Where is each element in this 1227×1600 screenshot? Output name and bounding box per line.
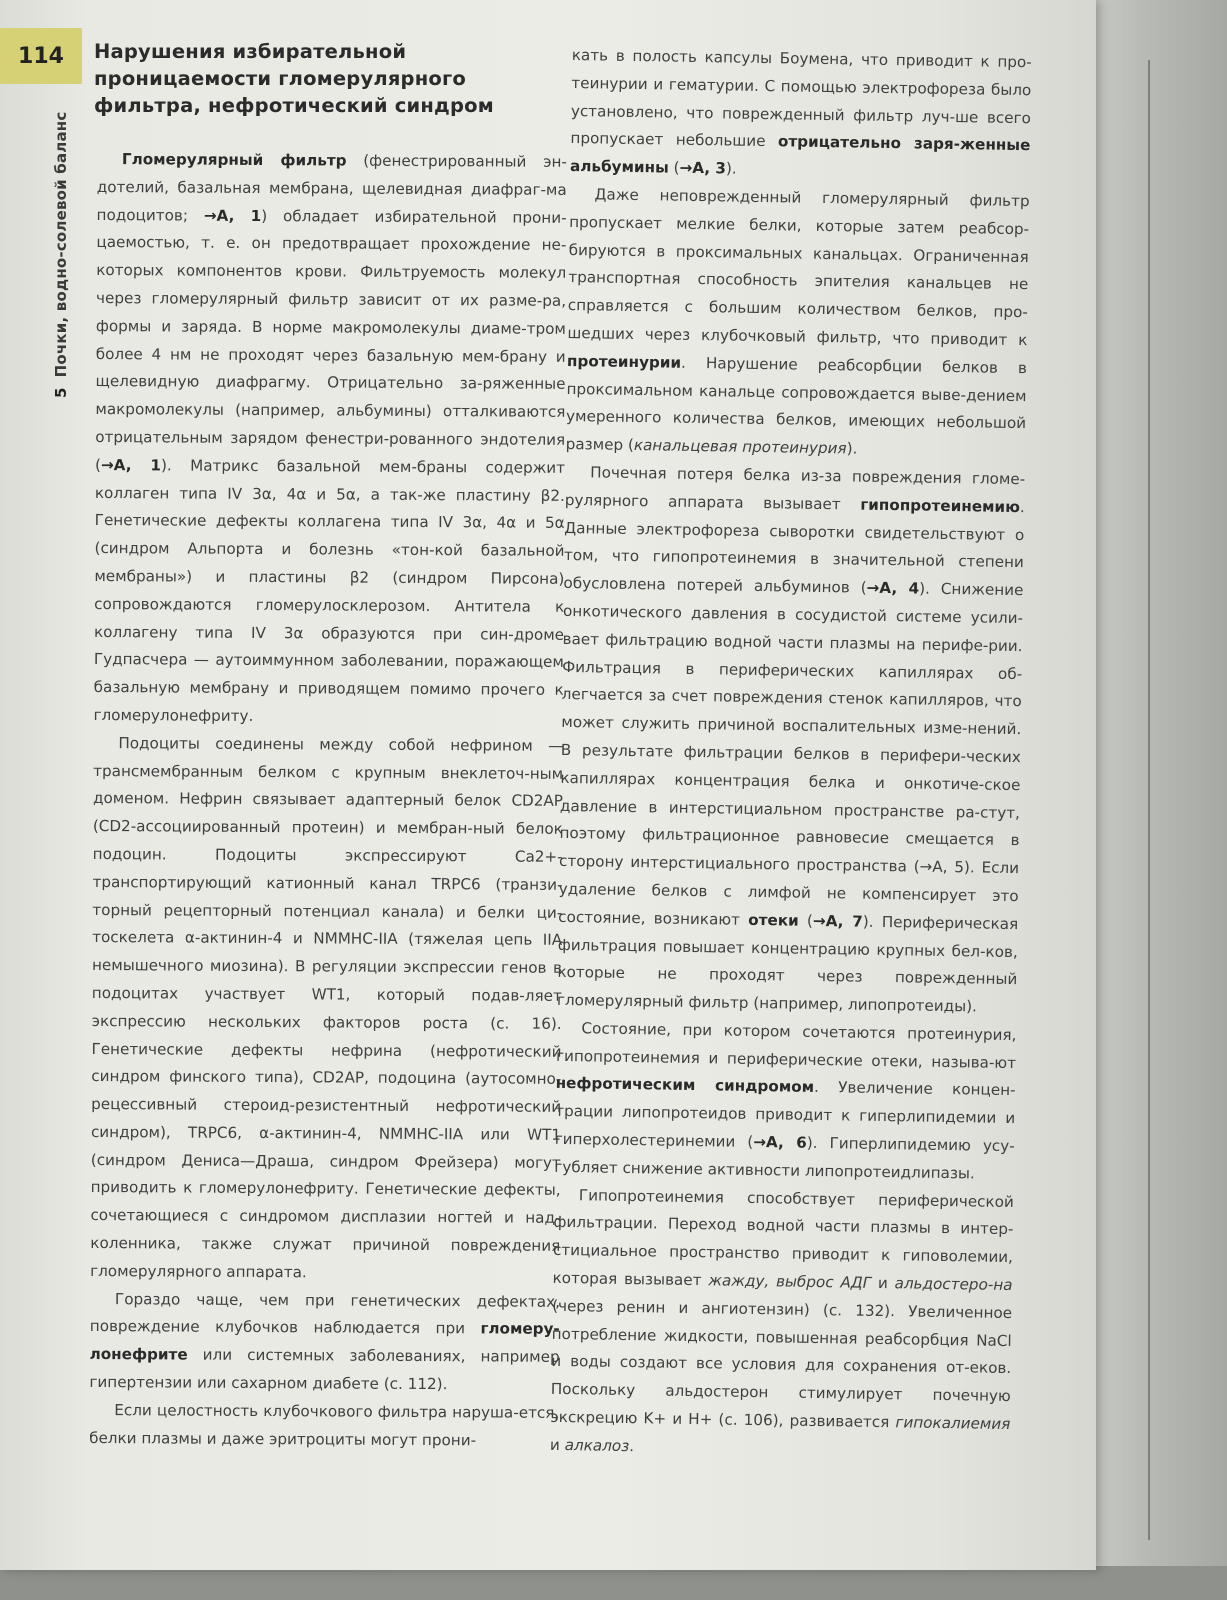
chapter-label: [52, 112, 70, 398]
text-run: и: [549, 1435, 565, 1454]
figure-reference: →A, 7: [812, 911, 863, 931]
bold-term: Гломерулярный фильтр: [121, 150, 347, 170]
italic-term: канальцевая протеинурия: [633, 436, 847, 458]
italic-term: гипокалиемия: [895, 1413, 1011, 1434]
text-run: . Данные электрофореза сыворотки свидетельствуют о том, что гипопротеинемия в значительной степени обусловлена потерей альбуминов (: [563, 497, 1025, 597]
text-run: (через ренин и ангиотензин) (с. 132). Увеличенное потребление жидкости, повышенная реабсорбция NaCl и воды создают все условия для сохранения от-еков. Поскольку альдостерон стимулирует почечную экскрецию K+ и H+ (с. 106), развивается: [550, 1296, 1013, 1432]
paragraph: [565, 181, 1029, 466]
paragraph: [557, 459, 1026, 1022]
italic-term: алкалоз: [564, 1435, 630, 1455]
figure-reference: →A, 4: [866, 578, 920, 598]
text-run: Даже неповрежденный гломерулярный фильтр пропускает мелкие белки, которые затем реабсор-бируются в проксимальных канальцах. Ограниченная транспортная способность эпителия канальцев не справляется с большим количеством белков, про-шедших через клубочковый фильтр, что приводит к: [567, 185, 1030, 350]
paragraph: [570, 42, 1032, 188]
text-run: кать в полость капсулы Боумена, что приводит к про-теинурии и гематурии. С помощью электрофореза было установлено, что поврежденный фильтр луч-ше всего пропускает небольшие: [570, 45, 1032, 151]
text-run: . Нарушение реабсорбции белков в проксимальном канальце сопровождается выве-дением умеренного количества белков, имеющих небольшой размер (: [565, 353, 1028, 455]
left-column: [89, 146, 567, 1455]
bold-term: гломеру-лонефрите: [89, 1319, 560, 1364]
paragraph: [550, 1182, 1014, 1467]
text-run: (: [668, 158, 680, 177]
text-run: . Увеличение концен-трации липопротеидов приводит к гиперлипидемии и гиперхолестеринемии (: [554, 1078, 1016, 1152]
italic-term: альдостеро-на: [894, 1274, 1013, 1295]
text-run: и: [870, 1273, 895, 1293]
bold-term: протеинурии: [566, 351, 682, 372]
bold-term: отеки: [748, 910, 799, 930]
text-run: ). Периферическая фильтрация повышает концентрацию крупных бел-ков, которые не проходят через поврежденный гломерулярный фильтр (например, липопротеиды).: [556, 912, 1019, 1016]
bold-term: гипопротеинемию: [860, 495, 1021, 516]
right-column: [550, 42, 1032, 1467]
page-number-box: [0, 28, 82, 84]
paragraph: [89, 1286, 560, 1400]
figure-reference: →A, 1: [100, 455, 162, 475]
text-run: (: [798, 911, 814, 930]
paragraph: Подоциты соединены между собой нефрином — трансмембранным белком с крупным внеклеточ-ным доменом. Нефрин связывает адаптерный белок CD2AP (CD2-ассоциированный протеин) и мембран-ный белок подоцин. Подоциты экспрессируют Ca2+-транспортирующий катионный канал TRPC6 (транзи-торный рецепторный потенциал канала) и белки ци-тоскелета α-актинин-4 и NMMHC-IIA (тяжелая цепь IIA немышечного миозина). В регуляции экспрессии генов в подоцитах участвует WT1, который подав-ляет экспрессию нескольких факторов роста (с. 16). Генетические дефекты нефрина (нефротический синдром финского типа), CD2AP, подоцина (аутосомно-рецессивный стероид-резистентный нефротический синдром), TRPC6, α-актинин-4, NMMHC-IIA или WT1 (синдром Дениса—Драша, синдром Фрейзера) могут приводить к гломерулонефриту. Генетические дефекты, сочетающиеся с синдромом дисплазии ногтей и над-коленника, также служат причиной повреждения гломерулярного аппарата.: [90, 733, 564, 1282]
page-number: 114: [18, 43, 64, 69]
bold-term: нефротическим синдромом: [555, 1074, 815, 1097]
italic-term: жажду, выброс АДГ: [708, 1271, 872, 1292]
text-run: .: [629, 1436, 635, 1455]
figure-reference: →A, 1: [203, 206, 262, 225]
text-run: Гипопротеинемия способствует периферической фильтрации. Переход водной части плазмы в интер-стициальное пространство приводит к гиповолемии, которая вызывает: [552, 1185, 1014, 1290]
text-run: ).: [725, 159, 737, 178]
paragraph: [93, 146, 567, 733]
figure-reference: →A, 6: [753, 1133, 807, 1152]
figure-reference: →A, 3: [679, 158, 727, 178]
section-title: Нарушения избирательной проницаемости гломерулярного фильтра, нефротический синдром: [94, 40, 494, 117]
paragraph: [554, 1015, 1017, 1189]
text-run: ). Матрикс базальной мем-браны содержит коллаген типа IV 3α, 4α и 5α, а так-же пластину β2. Генетические дефекты коллагена типа IV 3α, 4α и 5α (синдром Альпорта и болезнь «тон-кой базальной мембраны») и пластины β2 (синдром Пирсона) сопровождаются гломерулосклерозом. Антитела к коллагену типа IV 3α образуются при син-дроме Гудпасчера — аутоиммунном заболевании, поражающем базальную мембрану и приводящем помимо прочего к гломерулонефриту.: [93, 456, 566, 725]
text-run: (фенестрированный эн-дотелий, базальная мембрана, щелевидная диафраг-ма подоцитов;: [96, 151, 567, 225]
book-edge: [1148, 60, 1150, 1540]
text-run: ) обладает избирательной прони-цаемостью, т. е. он предотвращает прохождение не-которых компонентов крови. Фильтруемость молекул через гломерулярный фильтр зависит от их разме-ра, формы и заряда. В норме макромолекулы диаме-тром более 4 нм не проходят через базальную мем-брану и щелевидную диафрагму. Отрицательно за-ряженные макромолекулы (например, альбумины) отталкиваются отрицательным зарядом фенестри-рованного эндотелия (: [94, 206, 567, 474]
text-run: ).: [846, 439, 858, 458]
chapter-number: 5: [52, 387, 70, 398]
bold-term: отрицательно заря-женные альбумины: [569, 132, 1031, 177]
text-run: или системных заболеваниях, например гипертензии или сахарном диабете (с. 112).: [89, 1345, 560, 1394]
desk-background: [1090, 0, 1227, 1600]
desk-bottom: [0, 1566, 1227, 1600]
chapter-title: Почки, водно-солевой баланс: [52, 111, 70, 378]
text-run: Гораздо чаще, чем при генетических дефектах, повреждение клубочков наблюдается при: [89, 1289, 561, 1338]
text-run: Почечная потеря белка из-за повреждения гломе-рулярного аппарата вызывает: [564, 463, 1026, 514]
paragraph: Если целостность клубочкового фильтра наруша-ется, белки плазмы и даже эритроциты могут прони-: [89, 1400, 560, 1449]
text-run: Состояние, при котором сочетаются протеинурия, гипопротеинемия и периферические отеки, называ-ют: [555, 1019, 1017, 1072]
text-run: ). Снижение онкотического давления в сосудистой системе усили-вает фильтрацию водной части плазмы на перифе-рии. Фильтрация в периферических капиллярах об-легчается за счет повреждения стенок капилляров, что может служить причиной воспалительных изме-нений. В результате фильтрации белков в перифери-ческих капиллярах концентрация белка и онкотиче-ское давление в интерстициальном пространстве ра-стут, поэтому фильтрационное равновесие смещается в сторону интерстициального пространства (→A, 5). Если удаление белков с лимфой не компенсирует это состояние, возникают: [558, 579, 1024, 929]
text-run: ). Гиперлипидемию усу-губляет снижение активности липопротеидлипазы.: [554, 1133, 1015, 1183]
